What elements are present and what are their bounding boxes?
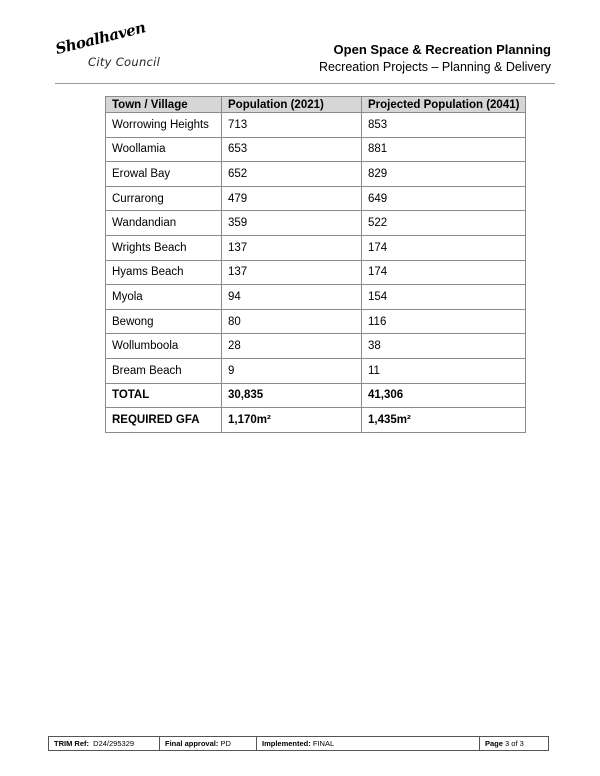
trim-ref-value: D24/295329 (93, 739, 135, 748)
cell-town: Bewong (106, 309, 222, 334)
column-header-population-2021: Population (2021) (222, 97, 362, 113)
table-row (106, 309, 526, 334)
header-divider (55, 83, 555, 84)
cell-population-2021: 137 (222, 260, 362, 285)
cell-population-2021: 653 (222, 137, 362, 162)
table-row (106, 334, 526, 359)
cell-projected-2041: 174 (362, 235, 526, 260)
cell-town: Erowal Bay (106, 162, 222, 187)
footer-implemented (257, 737, 480, 751)
cell-town: Wollumboola (106, 334, 222, 359)
page-label: Page (485, 739, 503, 748)
cell-gfa-2041: 1,435m² (362, 408, 526, 433)
table-row (106, 113, 526, 138)
cell-town: Currarong (106, 186, 222, 211)
cell-projected-2041: 174 (362, 260, 526, 285)
cell-gfa-label: REQUIRED GFA (106, 408, 222, 433)
table-row (106, 358, 526, 383)
document-footer (48, 736, 549, 751)
table-row (106, 235, 526, 260)
table-row (106, 211, 526, 236)
cell-population-2021: 28 (222, 334, 362, 359)
footer-final-approval (160, 737, 257, 751)
cell-population-2021: 9 (222, 358, 362, 383)
cell-population-2021: 94 (222, 285, 362, 310)
cell-town: Bream Beach (106, 358, 222, 383)
cell-population-2021: 713 (222, 113, 362, 138)
cell-projected-2041: 154 (362, 285, 526, 310)
council-logo (53, 18, 166, 76)
cell-town: Myola (106, 285, 222, 310)
cell-projected-2041: 11 (362, 358, 526, 383)
cell-town: Woollamia (106, 137, 222, 162)
required-gfa-row (106, 408, 526, 433)
cell-town: Worrowing Heights (106, 113, 222, 138)
table-row (106, 137, 526, 162)
cell-projected-2041: 116 (362, 309, 526, 334)
cell-total-2041: 41,306 (362, 383, 526, 408)
total-row (106, 383, 526, 408)
cell-town: Wandandian (106, 211, 222, 236)
column-header-town: Town / Village (106, 97, 222, 113)
table-row (106, 162, 526, 187)
page-value: 3 of 3 (505, 739, 524, 748)
cell-population-2021: 359 (222, 211, 362, 236)
cell-town: Hyams Beach (106, 260, 222, 285)
cell-population-2021: 652 (222, 162, 362, 187)
logo-subtext: City Council (88, 55, 161, 69)
trim-ref-label: TRIM Ref: (54, 739, 89, 748)
cell-projected-2041: 881 (362, 137, 526, 162)
implemented-value: FINAL (312, 739, 335, 748)
document-subtitle: Recreation Projects – Planning & Delivery (318, 60, 551, 74)
table-row (106, 260, 526, 285)
cell-gfa-2021: 1,170m² (222, 408, 362, 433)
cell-projected-2041: 649 (362, 186, 526, 211)
footer-trim-ref (49, 737, 160, 751)
cell-total-label: TOTAL (106, 383, 222, 408)
document-title: Open Space & Recreation Planning (333, 42, 551, 57)
logo-script-text: Shoalhaven (53, 18, 148, 59)
cell-projected-2041: 522 (362, 211, 526, 236)
cell-town: Wrights Beach (106, 235, 222, 260)
implemented-label: Implemented: (262, 739, 311, 748)
table-row (106, 186, 526, 211)
population-table (105, 96, 526, 433)
footer-page-number (480, 737, 549, 751)
column-header-projected-2041: Projected Population (2041) (362, 97, 526, 113)
cell-projected-2041: 829 (362, 162, 526, 187)
cell-total-2021: 30,835 (222, 383, 362, 408)
cell-population-2021: 80 (222, 309, 362, 334)
cell-population-2021: 137 (222, 235, 362, 260)
final-approval-label: Final approval: (165, 739, 219, 748)
table-row (106, 285, 526, 310)
table-header-row (106, 97, 526, 113)
final-approval-value: PD (220, 739, 231, 748)
cell-projected-2041: 853 (362, 113, 526, 138)
cell-population-2021: 479 (222, 186, 362, 211)
cell-projected-2041: 38 (362, 334, 526, 359)
